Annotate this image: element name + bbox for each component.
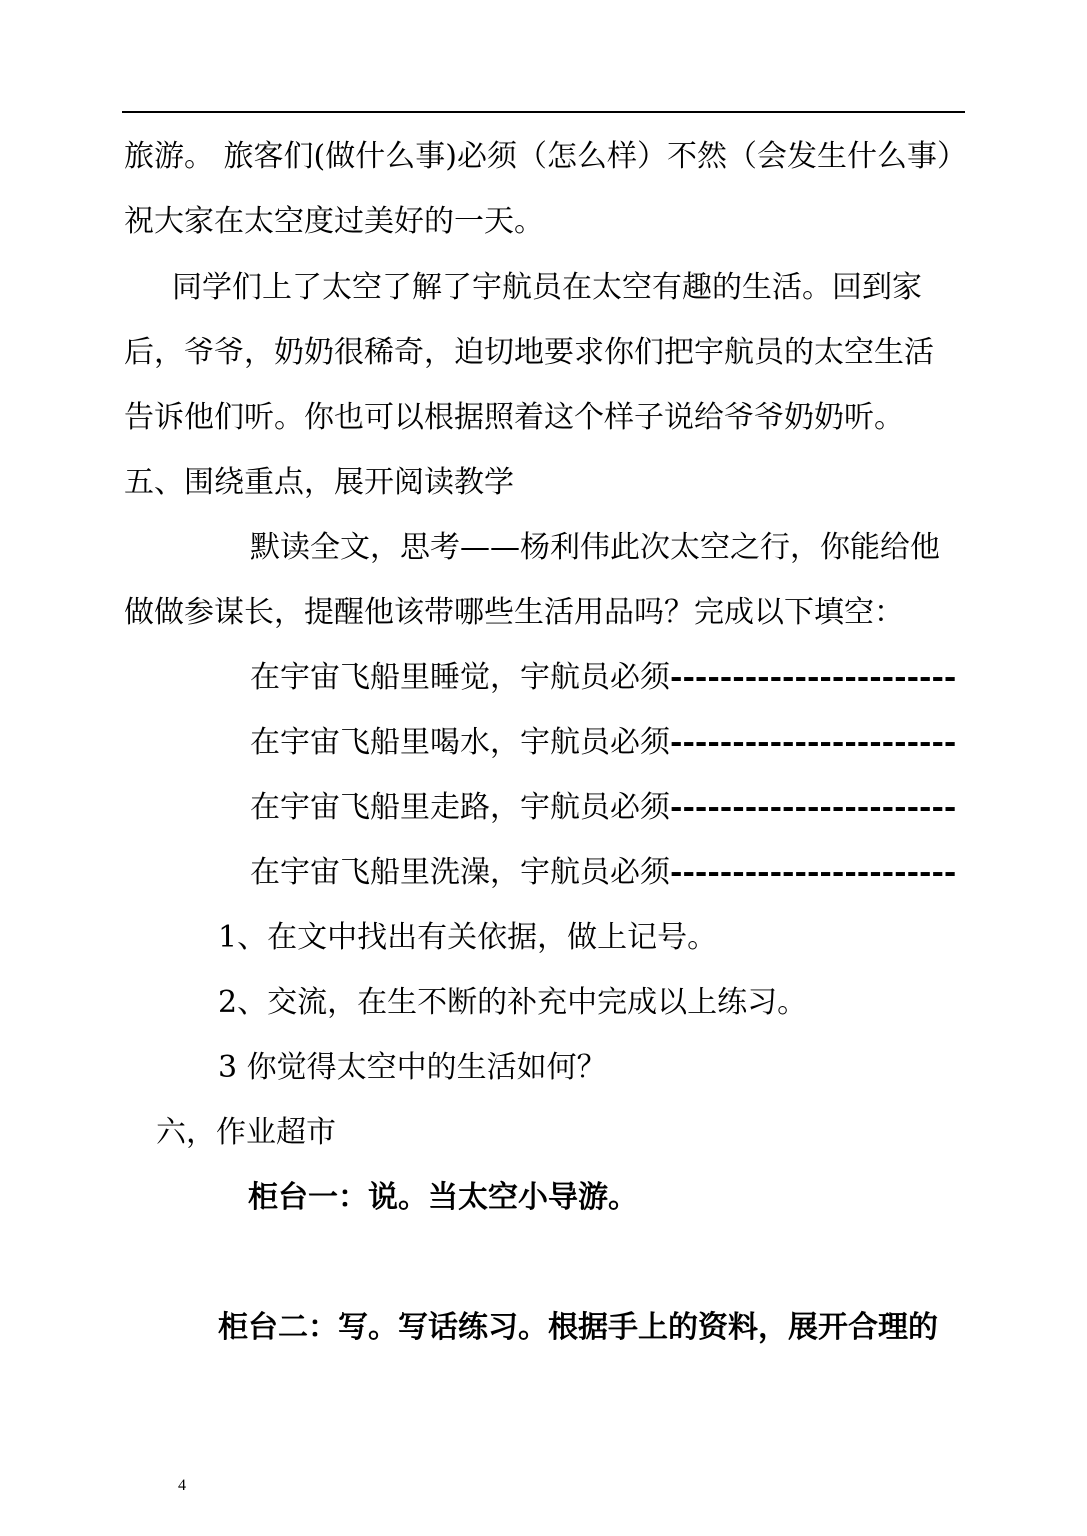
fill-blank-prompt: 在宇宙飞船里喝水，宇航员必须 xyxy=(250,725,670,760)
text-line-5: 告诉他们听。你也可以根据照着这个样子说给爷爷奶奶听。 xyxy=(124,400,904,435)
fill-blank-dashes: ----------------------- xyxy=(670,790,957,825)
counter-one: 柜台一：说。当太空小导游。 xyxy=(248,1180,638,1215)
fill-blank-prompt: 在宇宙飞船里走路，宇航员必须 xyxy=(250,790,670,825)
fill-blank-line-2 xyxy=(250,723,956,763)
text-line-8: 做做参谋长，提醒他该带哪些生活用品吗？完成以下填空： xyxy=(124,595,904,630)
fill-blank-line-3 xyxy=(250,788,956,828)
text-line-7: 默读全文，思考——杨利伟此次太空之行，你能给他 xyxy=(250,530,940,565)
list-item-1: 1、在文中找出有关依据，做上记号。 xyxy=(218,920,718,955)
text-line-4: 后，爷爷，奶奶很稀奇，迫切地要求你们把宇航员的太空生活 xyxy=(124,335,934,370)
fill-blank-line-4 xyxy=(250,853,956,893)
fill-blank-dashes: ----------------------- xyxy=(670,660,957,695)
list-item-2: 2、交流，在生不断的补充中完成以上练习。 xyxy=(218,985,808,1020)
page-number: 4 xyxy=(178,1477,186,1494)
fill-blank-prompt: 在宇宙飞船里洗澡，宇航员必须 xyxy=(250,855,670,890)
text-line-2: 祝大家在太空度过美好的一天。 xyxy=(124,204,544,239)
fill-blank-line-1 xyxy=(250,658,956,698)
fill-blank-prompt: 在宇宙飞船里睡觉，宇航员必须 xyxy=(250,660,670,695)
fill-blank-dashes: ----------------------- xyxy=(670,855,957,890)
section-heading-5: 五、围绕重点，展开阅读教学 xyxy=(124,465,514,500)
list-item-3: 3 你觉得太空中的生活如何？ xyxy=(218,1050,607,1085)
counter-two: 柜台二：写。写话练习。根据手上的资料，展开合理的 xyxy=(218,1310,938,1345)
text-line-3: 同学们上了太空了解了宇航员在太空有趣的生活。回到家 xyxy=(172,270,922,305)
fill-blank-dashes: ----------------------- xyxy=(670,725,957,760)
section-heading-6: 六，作业超市 xyxy=(156,1115,336,1150)
header-rule xyxy=(122,111,965,113)
text-line-1: 旅游。 旅客们(做什么事)必须（怎么样）不然（会发生什么事） xyxy=(124,139,967,174)
